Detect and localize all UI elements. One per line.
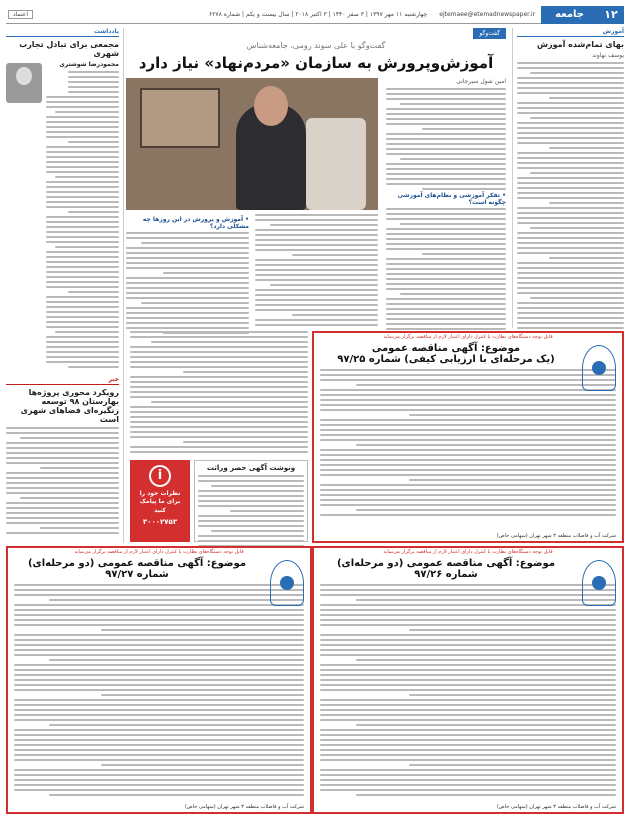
tender-ad-25-topline: قابل توجه دستگاه‌های نظارت یا کنترل دارای اعتبار لازم از مناقصه برگزار می‌نماید: [383, 334, 553, 340]
article-ribbon: گفت‌وگو: [473, 28, 506, 39]
page-header: [6, 6, 624, 24]
tender-ad-25: [312, 331, 624, 543]
left-news-title: رویکرد محوری پروژه‌ها بهارستان ۹۸ توسعه زنگیره‌ای فضاهای شهری است: [20, 388, 119, 424]
tender-ad-26-topline: قابل توجه دستگاه‌های نظارت یا کنترل دارای اعتبار لازم از مناقصه برگزار می‌نماید: [383, 549, 553, 555]
tender-ad-26-footer: شرکت آب و فاضلاب منطقه ۳ شهر تهران (سهامی خاص): [496, 804, 616, 810]
tender-ad-27-body: [8, 584, 310, 796]
tender-ad-27-footer: شرکت آب و فاضلاب منطقه ۳ شهر تهران (سهامی خاص): [184, 804, 304, 810]
left-column-author: محمودرضا شوشتری: [59, 61, 119, 68]
interview-article: [126, 28, 506, 328]
inheritance-notice: [194, 460, 308, 542]
inheritance-notice-title: ونوشت آگهی حصر وراثت: [206, 464, 296, 472]
tender-ad-26-subtitle: شماره ۹۷/۲۶: [414, 569, 478, 580]
water-company-emblem-icon: [582, 560, 616, 606]
water-company-emblem-icon: [582, 345, 616, 391]
left-news: [6, 376, 119, 534]
left-news-label: خبر: [6, 376, 119, 385]
date-line: چهارشنبه ۱۱ مهر ۱۳۹۷ | ۳ صفر ۱۴۴۰ | ۳ اکتبر ۲۰۱۸ | سال بیست و یکم | شماره ۶۲۷۸: [208, 11, 428, 18]
newspaper-logo: اعتماد: [8, 10, 33, 19]
left-column-body: [46, 71, 119, 368]
right-column: [512, 28, 624, 328]
question-2: • آموزش و پرورش در این روزها چه مشکلی دارد؟: [142, 216, 249, 230]
tender-ad-25-body: [314, 369, 622, 516]
interviewee-photo: [126, 78, 378, 210]
middle-article-body: [130, 331, 308, 456]
water-company-emblem-icon: [270, 560, 304, 606]
sms-number: ۳۰۰۰۲۷۵۳: [142, 518, 178, 527]
left-column: [6, 28, 124, 543]
left-column-title: مجمعی برای تبادل تجارب شهری: [19, 40, 119, 58]
tender-ad-26: [312, 546, 624, 814]
tender-ad-27-subtitle: شماره ۹۷/۲۷: [105, 569, 169, 580]
newspaper-page: [6, 28, 624, 814]
sms-info-text: نظرات خود را برای ما پیامک کنید: [139, 490, 181, 514]
section-email: ejtemaee@etemadnewspaper.ir: [439, 11, 536, 18]
article-columns: [126, 214, 378, 334]
right-column-body: [517, 62, 624, 339]
tender-ad-26-title: موضوع: آگهی مناقصه عمومی (دو مرحله‌ای): [336, 558, 556, 569]
right-column-author: یوسف نهاوند: [592, 52, 624, 59]
right-column-title: بهای تمام‌شده آموزش: [537, 40, 624, 49]
article-byline: امین شول سیرجانی: [456, 78, 506, 85]
author-photo: [6, 63, 42, 103]
left-column-label: یادداشت: [6, 28, 119, 37]
sms-info-box: [130, 460, 190, 542]
info-icon: i: [149, 465, 171, 487]
article-headline: آموزش‌وپرورش به سازمان «مردم‌نهاد» نیاز دارد: [138, 54, 494, 72]
tender-ad-25-subtitle: (یک مرحله‌ای با ارزیابی کیفی) شماره ۹۷/۲۵: [337, 354, 555, 365]
article-kicker: گفت‌وگو با علی سوند رومی، جامعه‌شناس: [246, 41, 386, 50]
tender-ad-27: [6, 546, 312, 814]
question-1: • تفکر آموزشی و نظام‌های آموزشی چگونه است؟: [397, 192, 506, 206]
tender-ad-27-topline: قابل توجه دستگاه‌های نظارت یا کنترل دارای اعتبار لازم از مناقصه برگزار می‌نماید: [74, 549, 244, 555]
page-number: ۱۲: [598, 6, 624, 24]
tender-ad-25-title: موضوع: آگهی مناقصه عمومی: [371, 343, 521, 354]
tender-ad-25-footer: شرکت آب و فاضلاب منطقه ۳ شهر تهران (سهامی خاص): [496, 533, 616, 539]
section-label: جامعه: [541, 6, 598, 24]
tender-ad-26-body: [314, 584, 622, 796]
tender-ad-27-title: موضوع: آگهی مناقصه عمومی (دو مرحله‌ای): [27, 558, 247, 569]
right-column-label: آموزش: [517, 28, 624, 37]
